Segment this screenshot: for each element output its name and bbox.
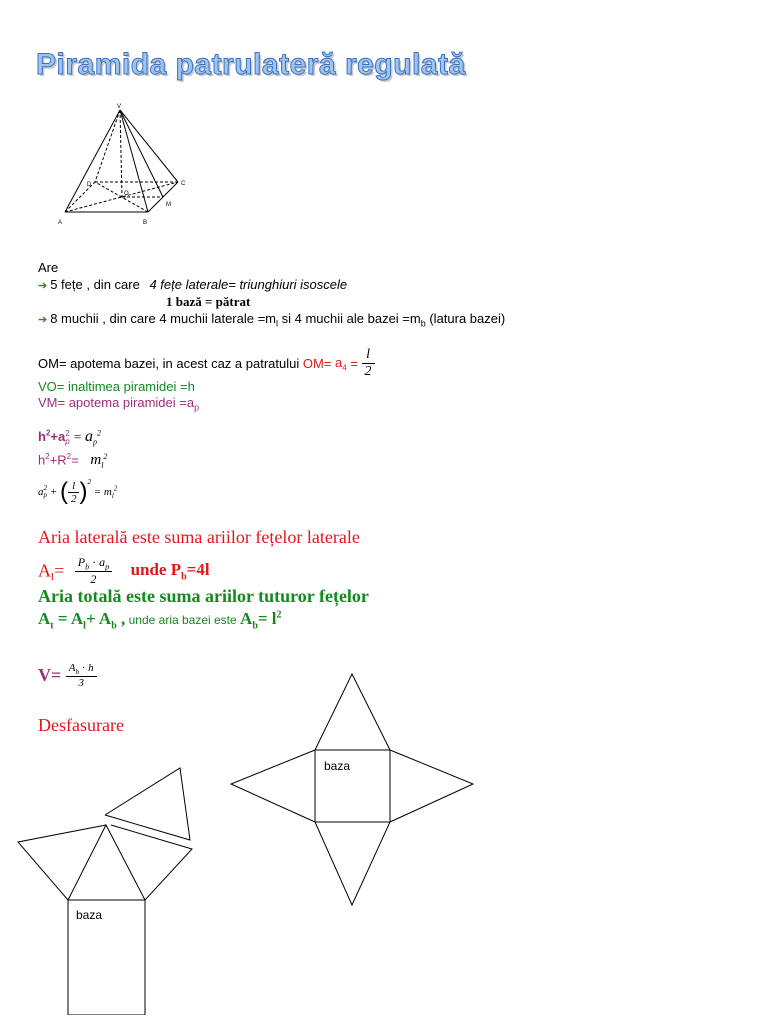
equation-2: $h^2+R^2= m_l^2$ [38, 452, 108, 470]
vo-line: VO= inaltimea piramidei =h [38, 379, 195, 394]
faces-line: ➔ 5 fețe , din care 4 fețe laterale= triunghiuri isoscele [38, 277, 348, 292]
label-c: C [181, 181, 186, 187]
pyramid-diagram [50, 100, 190, 235]
label-d: D [87, 182, 92, 188]
total-area-formula: $A_t = A_l+ A_b$ , unde aria bazei este $A_b= l^2$ [38, 609, 282, 632]
are-label: Are [38, 260, 59, 275]
bullet-arrow-icon: ➔ [38, 314, 48, 326]
vm-line: VM= apotema piramidei $=a_p$ [38, 395, 200, 413]
equation-3: a 2 p + ( $\frac{l}{2}$ )$^2 = m_l^2$ [38, 478, 118, 505]
total-area-heading: Aria totală este suma ariilor tuturor fețelor [38, 586, 369, 606]
label-b: B [143, 220, 148, 226]
label-a: A [58, 220, 63, 226]
faces-base: 1 bază = pătrat [166, 294, 251, 309]
page-title: Piramida patrulateră regulată [36, 48, 466, 81]
label-o: O [124, 191, 129, 197]
net-base-label: baza [324, 759, 351, 773]
edges-line: ➔ 8 muchii , din care 4 muchii laterale $=m_l$ si 4 muchii ale bazei $=m_b$ (latura bazei) [38, 311, 506, 329]
label-m: M [166, 202, 171, 208]
volume-formula: V= $\frac{A_b \cdot h}{3}$ [38, 662, 97, 689]
equation-1: $h^2+a$ 2 p = $a_p^2$ [38, 428, 101, 447]
om-line: OM= apotema bazei, in acest caz a patratului $OM= a_4$ = $\frac{l}{2}$ [38, 347, 375, 380]
lateral-area-heading: Aria laterală este suma ariilor fețelor laterale [38, 527, 360, 547]
bullet-arrow-icon: ➔ [38, 280, 48, 292]
lateral-area-formula: $A_l=$ $\frac{P_b \cdot a_p}{2}$ unde $P_b=4l$ [38, 555, 210, 587]
label-v: V [117, 104, 122, 110]
pyramid-net-left [15, 765, 200, 1015]
net-heading: Desfasurare [38, 715, 124, 735]
pyramid-net-right [225, 670, 480, 910]
net-base-label: baza [76, 908, 103, 922]
